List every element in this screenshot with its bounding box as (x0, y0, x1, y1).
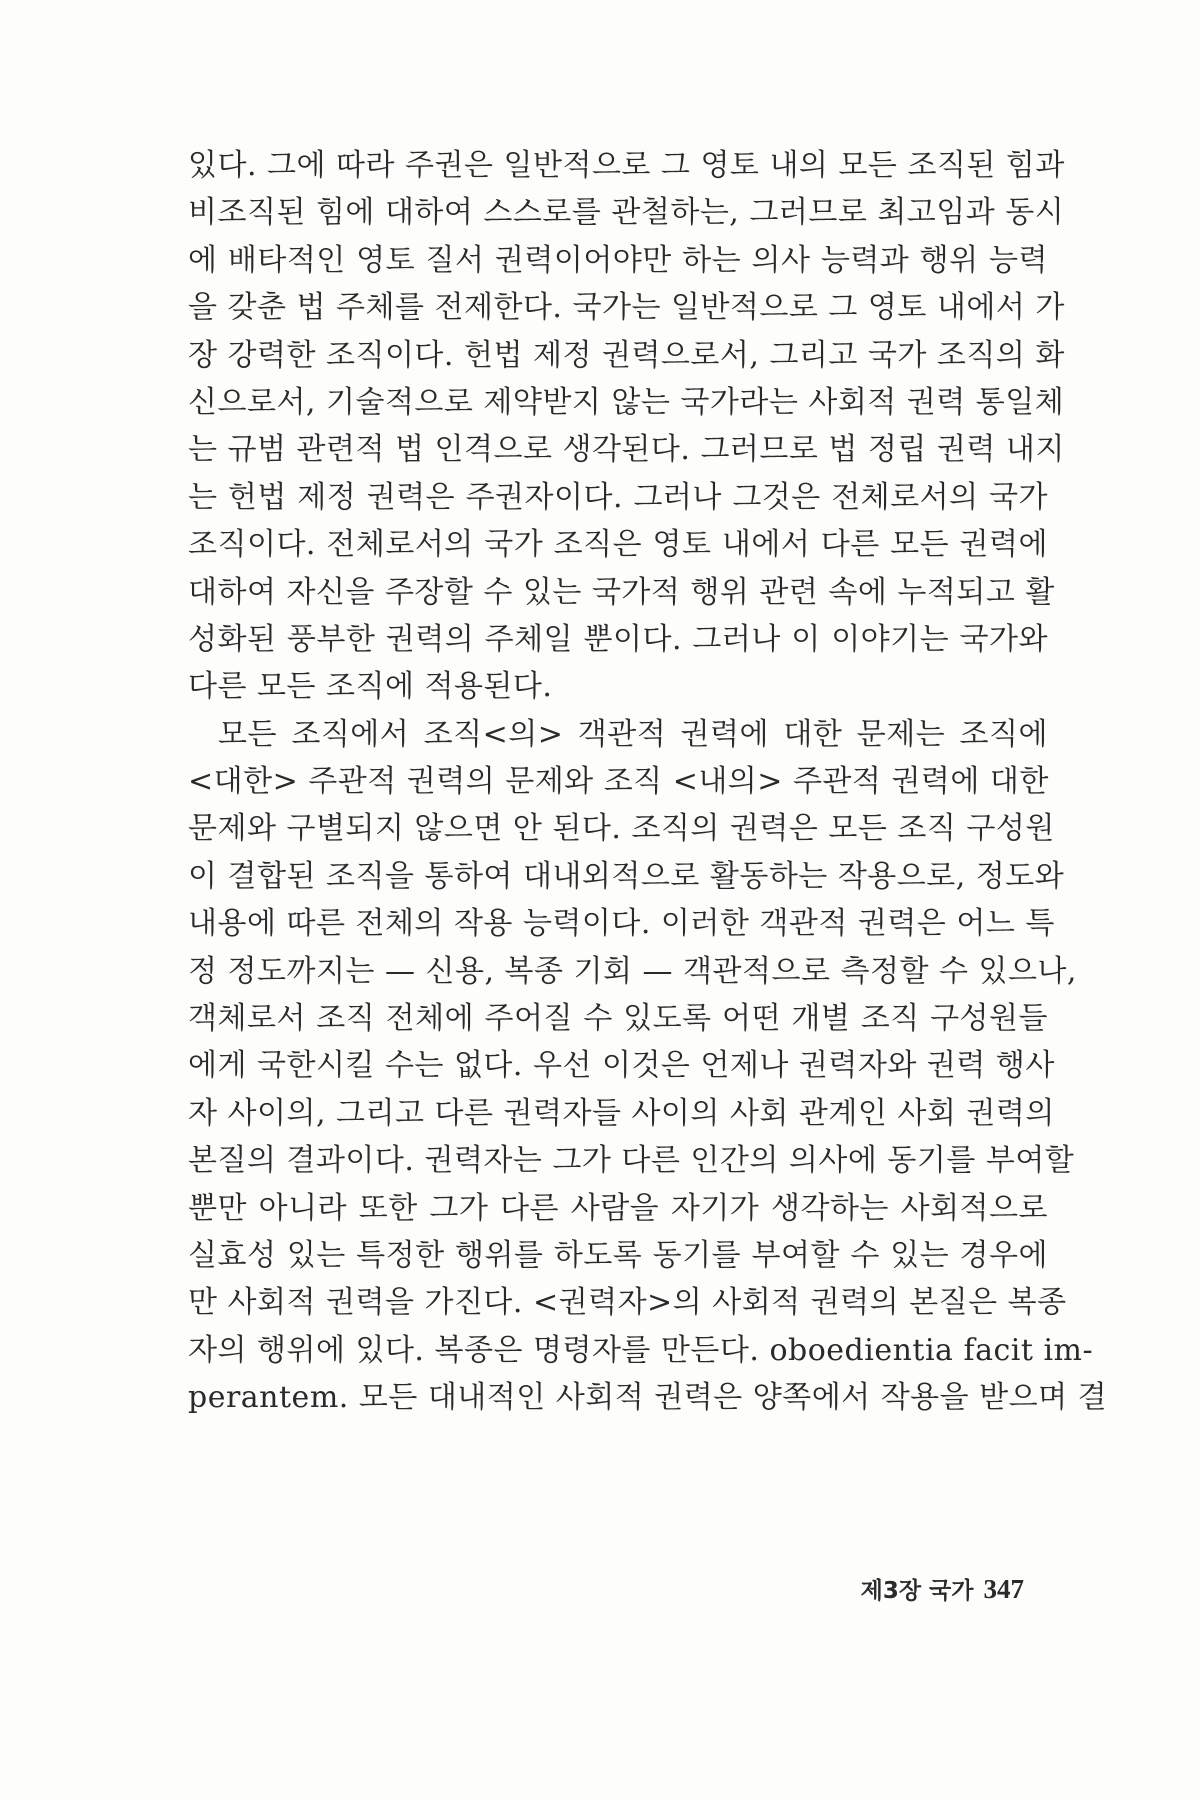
text-line-paragraph-end: 다른 모든 조직에 적용된다. (188, 669, 553, 705)
text-line: 에게 국한시킬 수는 없다. 우선 이것은 언제나 권력자와 권력 행사 (188, 1048, 1055, 1084)
text-line: 비조직된 힘에 대하여 스스로를 관철하는, 그러므로 최고임과 동시 (188, 195, 1065, 231)
text-line: 뿐만 아니라 또한 그가 다른 사람을 자기가 생각하는 사회적으로 (188, 1190, 1048, 1226)
chapter-title: 제3장 국가 (860, 1578, 974, 1604)
text-line: 장 강력한 조직이다. 헌법 제정 권력으로서, 그리고 국가 조직의 화 (188, 337, 1065, 373)
text-line: 문제와 구별되지 않으면 안 된다. 조직의 권력은 모든 조직 구성원 (188, 811, 1055, 847)
text-line: 정 정도까지는 — 신용, 복종 기회 — 객관적으로 측정할 수 있으나, (188, 953, 1077, 989)
text-line: 는 규범 관련적 법 인격으로 생각된다. 그러므로 법 정립 권력 내지 (188, 432, 1065, 468)
text-line: perantem. 모든 대내적인 사회적 권력은 양쪽에서 작용을 받으며 결 (188, 1380, 1108, 1416)
text-line: 객체로서 조직 전체에 주어질 수 있도록 어떤 개별 조직 구성원들 (188, 1001, 1048, 1037)
page-footer (861, 1572, 1024, 1605)
text-line: 성화된 풍부한 권력의 주체일 뿐이다. 그러나 이 이야기는 국가와 (188, 621, 1048, 657)
text-line: 실효성 있는 특정한 행위를 하도록 동기를 부여할 수 있는 경우에 (188, 1237, 1048, 1273)
body-text (188, 142, 1108, 1422)
text-line: 에 배타적인 영토 질서 권력이어야만 하는 의사 능력과 행위 능력 (188, 242, 1048, 278)
text-line: 을 갖춘 법 주체를 전제한다. 국가는 일반적으로 그 영토 내에서 가 (188, 290, 1065, 326)
text-line: <대한> 주관적 권력의 문제와 조직 <내의> 주관적 권력에 대한 (188, 764, 1049, 800)
text-line: 대하여 자신을 주장할 수 있는 국가적 행위 관련 속에 누적되고 활 (188, 574, 1055, 610)
page-number: 347 (983, 1574, 1024, 1604)
text-line: 자 사이의, 그리고 다른 권력자들 사이의 사회 관계인 사회 권력의 (188, 1095, 1055, 1131)
text-line: 있다. 그에 따라 주권은 일반적으로 그 영토 내의 모든 조직된 힘과 (188, 148, 1065, 183)
text-line: 이 결합된 조직을 통하여 대내외적으로 활동하는 작용으로, 정도와 (188, 858, 1065, 894)
text-line: 본질의 결과이다. 권력자는 그가 다른 인간의 의사에 동기를 부여할 (188, 1143, 1075, 1179)
text-line: 신으로서, 기술적으로 제약받지 않는 국가라는 사회적 권력 통일체 (188, 384, 1065, 420)
text-line: 자의 행위에 있다. 복종은 명령자를 만든다. oboedientia facit im- (188, 1332, 1094, 1368)
text-line: 조직이다. 전체로서의 국가 조직은 영토 내에서 다른 모든 권력에 (188, 527, 1048, 563)
text-line: 내용에 따른 전체의 작용 능력이다. 이러한 객관적 권력은 어느 특 (188, 906, 1055, 942)
text-line-paragraph-start: 모든 조직에서 조직<의> 객관적 권력에 대한 문제는 조직에 (218, 716, 1048, 752)
text-line: 는 헌법 제정 권력은 주권자이다. 그러나 그것은 전체로서의 국가 (188, 479, 1048, 515)
text-line: 만 사회적 권력을 가진다. <권력자>의 사회적 권력의 본질은 복종 (188, 1285, 1067, 1321)
